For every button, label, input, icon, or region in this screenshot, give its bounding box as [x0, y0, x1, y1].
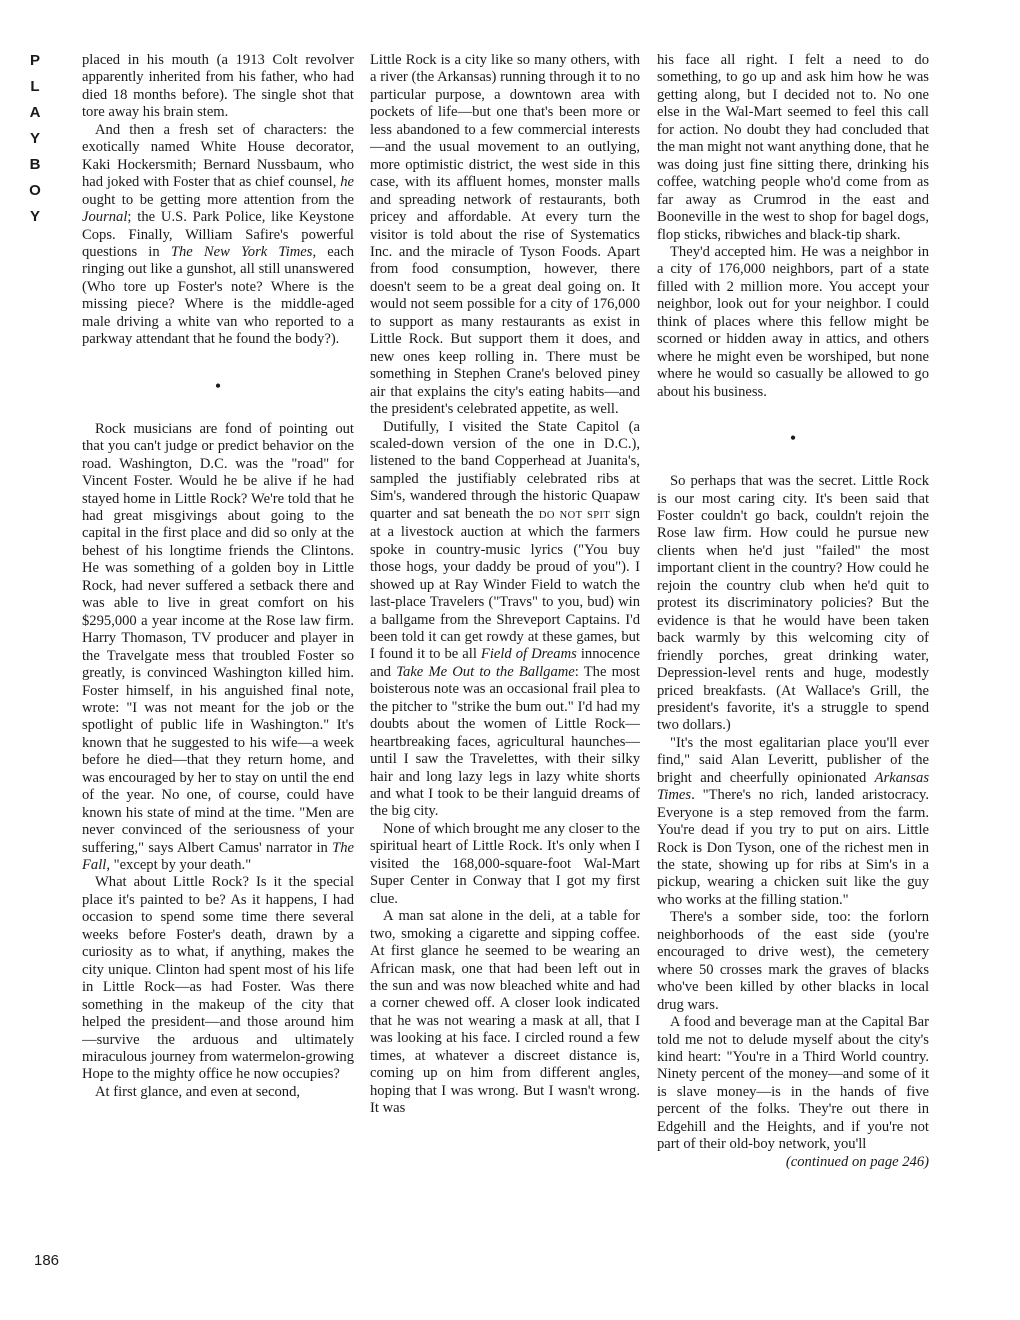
page-number: 186 — [34, 1252, 60, 1269]
article-column-3 — [657, 52, 929, 1282]
article-column-1 — [82, 52, 354, 1282]
paragraph: There's a somber side, too: the forlorn neighborhoods of the east side (you're encouraged to drive west), the cemetery where 50 crosses mark the graves of blacks who've been killed by other blacks in local drug wars. — [657, 909, 929, 1013]
title-letter: Y — [29, 208, 40, 225]
paragraph: "It's the most egalitarian place you'll ever find," said Alan Leveritt, publisher of the bright and cheerfully opinionated Arkansas Times. "There's no rich, landed aristocracy. Everyone is a step removed from the farm. You're dead if you try to put on airs. Little Rock is Don Tyson, one of the richest men in the state, showing up for ribs at Sim's in a pickup, wearing a chicken suit like the guy who works at the filling station." — [657, 734, 929, 908]
title-letter: A — [29, 104, 41, 121]
paragraph: They'd accepted him. He was a neighbor in a city of 176,000 neighbors, part of a state filled with 2 million more. You accept your neighbor, look out for your neighbor. I could think of places where this fellow might be scorned or hidden away in attics, and others where he might even be worshiped, but none where he would so casually be allowed to go about his business. — [657, 243, 929, 400]
paragraph: his face all right. I felt a need to do something, to go up and ask him how he was getting along, but I decided not to. No one else in the Wal-Mart seemed to feel this call for action. No doubt they had concluded that the man might not want anything done, that he was doing just fine sitting there, drinking his coffee, watching people who'd come from as far away as Crumrod in the east and Booneville in the west to shop for bagel dogs, flop sticks, ribwiches and black-tip shark. — [657, 52, 929, 243]
magazine-title-vertical — [24, 48, 46, 230]
section-break: • — [789, 428, 797, 449]
paragraph: What about Little Rock? Is it the special place it's painted to be? As it happens, I had occasion to spend some time there several weeks before Foster's death, drawn by a curiosity as to what, if anything, makes the city unique. Clinton had spent most of his life in Little Rock—as had Foster. Was there something in the makeup of the city that helped the president—and those around him—survive the arduous and ultimately miraculous journey from watermelon-growing Hope to the mighty office he now occupies? — [82, 874, 354, 1083]
continued-note: (continued on page 246) — [785, 1153, 929, 1170]
paragraph: Dutifully, I visited the State Capitol (a scaled-down version of the one in D.C.), listened to the band Copperhead at Juanita's, sampled the justifiably celebrated ribs at Sim's, wandered through the historic Quapaw quarter and sat beneath the DO NOT SPIT sign at a livestock auction at which the farmers spoke in country-music lyrics ("You buy those hogs, your daddy be proud of you"). I showed up at Ray Winder Field to watch the last-place Travelers ("Travs" to you, bud) win a ballgame from the Shreveport Captains. I'd been told it can get rowdy at these games, but I found it to be all Field of Dreams innocence and Take Me Out to the Ballgame: The most boisterous note was an occasional frail plea to the pitcher to "strike the bum out." I'd had my doubts about the women of Little Rock—heartbreaking faces, agricultural haunches—until I saw the Travelettes, with their silky hair and long lazy legs in lazy white shorts and what I took to be their languid dreams of the big city. — [370, 418, 640, 820]
paragraph: Rock musicians are fond of pointing out that you can't judge or predict behavior on the road. Washington, D.C. was the "road" for Vincent Foster. Would he be alive if he had stayed home in Little Rock? We're told that he had great misgivings about going to the capital in the first place and did so only at the behest of his longtime friends the Clintons. He was something of a golden boy in Little Rock, had never suffered a setback there and was able to live in great comfort on his $295,000 a year income at the Rose law firm. Harry Thomason, TV producer and player in the Travelgate mess that troubled Foster so greatly, is convinced Washington killed him. Foster himself, in his anguished final note, wrote: "I was not meant for the job or the spotlight of public life in Washington." It's known that he suggested to his wife—a week before he died—that they return home, and was encouraged by her to stay on until the end of the year. No one, of course, could have known his state of mind at the time. "Men are never convinced of the seriousness of your suffering," says Albert Camus' narrator in The Fall, "except by your death." — [82, 420, 354, 874]
paragraph: None of which brought me any closer to the spiritual heart of Little Rock. It's only when I visited the 168,000-square-foot Wal-Mart Super Center in Conway that I got my first clue. — [370, 820, 640, 907]
paragraph: At first glance, and even at second, — [95, 1083, 301, 1100]
paragraph: Little Rock is a city like so many others, with a river (the Arkansas) running through it to no particular purpose, a downtown area with pockets of life—but one that's been more or less abandoned to a few commercial interests—and the usual movement to an outlying, more optimistic district, the west side in this case, with its affluent homes, monster malls and spreading network of restaurants, both pricey and affordable. At every turn the visitor is told about the rise of Systematics Inc. and the miracle of Tyson Foods. Apart from food consumption, however, there doesn't seem to be a great deal going on. It would not seem possible for a city of 176,000 to support as many restaurants as exist in Little Rock. But support them it does, and new ones keep rolling in. There must be something in Stephen Crane's beloved piney air that explains the city's eating habits—and the president's celebrated appetite, as well. — [370, 52, 640, 418]
section-break: • — [214, 375, 222, 396]
paragraph: A man sat alone in the deli, at a table for two, smoking a cigarette and sipping coffee. At first glance he seemed to be wearing an African mask, one that had been left out in the sun and was now bleached white and had a corner chewed off. A closer look indicated that he was not wearing a mask at all, that I was looking at his face. I circled round a few times, at whatever a discreet distance is, coming up on him from different angles, hoping that I was wrong. But I wasn't wrong. It was — [370, 908, 640, 1117]
paragraph: A food and beverage man at the Capital Bar told me not to delude myself about the city's kind heart: "You're in a Third World country. Ninety percent of the money—and some of it is slave money—is in the hands of five percent of the folks. They're out there in Edgehill and the Heights, and if you're not part of their old-boy network, you'll — [657, 1014, 929, 1153]
title-letter: O — [29, 182, 41, 199]
sign-text: DO NOT SPIT — [538, 509, 611, 521]
paragraph: And then a fresh set of characters: the exotically named White House decorator, Kaki Hockersmith; Bernard Nussbaum, who had joked with Foster that as chief counsel, he ought to be getting more attention from the Journal; the U.S. Park Police, like Keystone Cops. Finally, William Safire's powerful questions in The New York Times, each ringing out like a gunshot, all still unanswered (Who tore up Foster's note? Where is the missing piece? Where is the middle-aged male driving a white van who reported to a parkway attendant that he found the body?). — [82, 121, 354, 348]
article-column-2 — [370, 52, 640, 1282]
title-letter: P — [29, 52, 40, 69]
title-letter: B — [29, 156, 41, 173]
paragraph: So perhaps that was the secret. Little Rock is our most caring city. It's been said that Foster couldn't go back, couldn't rejoin the Rose law firm. How could he pursue new clients when he'd just "failed" the most important client in the country? How could he rejoin the country club when he'd quit to protest its discriminatory policies? But the evidence is that he would have been taken back warmly by this welcoming city of friendly porches, great drinking water, Depression-level rents and huge, modestly priced breakfasts. (At Wallace's Grill, the president's favorite, it's a struggle to spend two dollars.) — [657, 473, 929, 734]
paragraph: placed in his mouth (a 1913 Colt revolver apparently inherited from his father, who had died 18 months before). The single shot that tore away his brain stem. — [82, 52, 354, 121]
title-letter: Y — [29, 130, 40, 147]
title-letter: L — [30, 78, 40, 95]
